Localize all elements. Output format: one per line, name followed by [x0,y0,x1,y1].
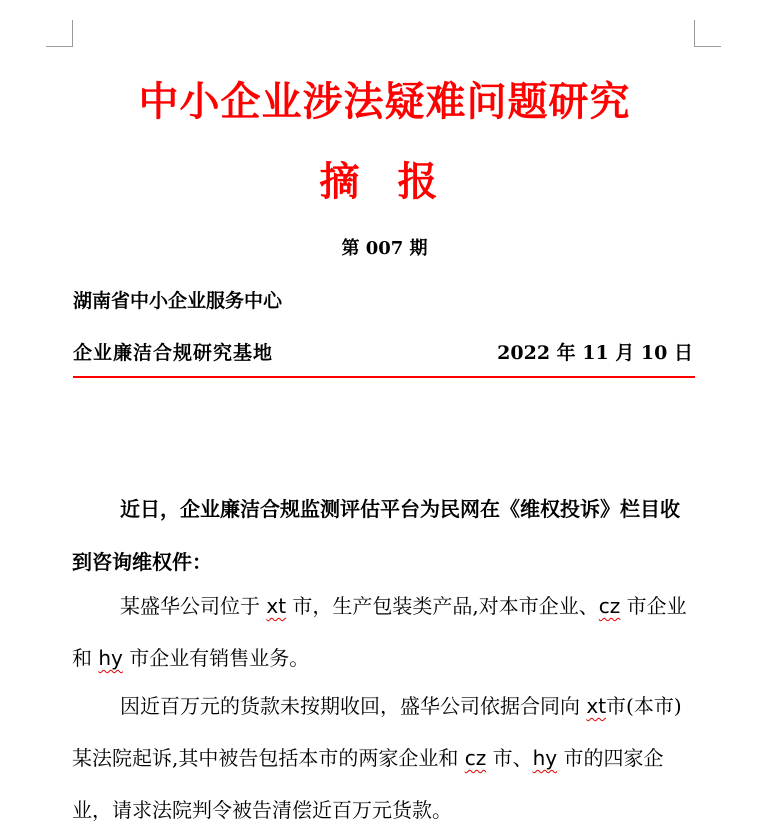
text-run: 市的四家企业，请求法院判令被告清偿近百万元货款。 [72,746,664,822]
spellcheck-word: hy [532,746,558,770]
text-run: 市企业和 [72,594,687,670]
text-run: 市(本市)某法院起诉,其中被告包括本市的两家企业和 [72,694,682,770]
page-corner-mark-top-right [694,20,721,47]
header-divider [73,376,695,378]
text-run: 市，生产包装类产品,对本市企业、 [286,594,599,618]
text-run: 因近百万元的货款未按期收回，盛华公司依据合同向 [120,694,587,718]
page-corner-mark-top-left [46,20,73,47]
spellcheck-word: xt [586,694,607,718]
spellcheck-word: cz [598,594,621,618]
issuer-base: 企业廉洁合规研究基地 [73,342,274,364]
spellcheck-word: xt [266,594,287,618]
document-subtitle: 摘 报 [319,158,450,205]
spellcheck-word: cz [464,746,487,770]
paragraph-intro[interactable]: 近日，企业廉洁合规监测评估平台为民网在《维权投诉》栏目收到咨询维权件： [72,497,680,574]
text-run: 某盛华公司位于 [120,594,267,618]
paragraph-lawsuit[interactable] [72,680,696,836]
spellcheck-word: hy [98,646,123,670]
issuer-organization: 湖南省中小企业服务中心 [73,290,283,312]
issue-number: 第 007 期 [341,238,428,259]
issue-date: 2022 年 11 月 10 日 [497,342,693,364]
text-run: 市、 [486,746,533,770]
paragraph-company[interactable] [72,580,696,684]
document-title: 中小企业涉法疑难问题研究 [138,78,631,125]
text-run: 市企业有销售业务。 [122,646,310,670]
